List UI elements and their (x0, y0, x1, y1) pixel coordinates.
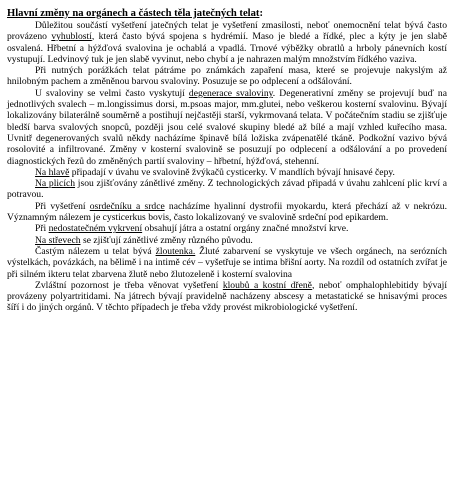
paragraph (7, 235, 447, 246)
paragraph-text: Při nutných porážkách telat pátráme po známkách zapaření masa, které se projevuje nakyslým až hnilobným pachem a změněnou barvou svaloviny. Posuzuje se po odplecení a odšálování. (7, 65, 447, 88)
paragraph (7, 167, 447, 178)
paragraph-text: nacházíme hyalinní dystrofii myokardu, která přechází až v nekrózu. Významným nálezem je cysticerkus bovis, často lokalizovaný ve svalovině srdeční pod epikardem. (7, 200, 447, 224)
paragraph-list (7, 20, 447, 314)
document-title: Hlavní změny na orgánech a částech těla jatečných telat (7, 8, 260, 19)
paragraph (7, 223, 447, 234)
paragraph (7, 65, 447, 88)
paragraph (7, 246, 447, 280)
paragraph (7, 178, 447, 201)
paragraph-text: , neboť omphalophlebitidy bývají provázeny polyartritidami. Na játrech bývají pravidelně nacházeny abscesy a metastatické se hnisavými proces šíří i do jiných orgánů. V těchto případech je třeba vždy provést mikrobiologické vyšetření. (7, 279, 447, 314)
document-title-suffix: : (259, 8, 263, 19)
paragraph-text: Žluté zabarvení se vyskytuje ve všech orgánech, na serózních výstelkách, povázkách, na bělimě i na intimě cév – vyšetřuje se intima břišní aorty. Na rozdíl od ostatních zvířat je při silném ikteru telat zbarvena žlutě nebo žlutozeleně i kosterní svalovina (7, 245, 447, 280)
paragraph-text: Zvláštní pozornost je třeba věnovat vyšetření (35, 279, 223, 291)
paragraph (7, 88, 447, 167)
paragraph (7, 280, 447, 314)
paragraph-text: Při (35, 223, 49, 235)
paragraph-text: . Degenerativní změny se projevují buď na jednotlivých svalech – m.longissimus dorsi, m.psoas major, mm.glutei, nebo veškerou kosterní svalovinu. Bývají lokalizovány bilaterálně souměrně a postihují nejčastěji starší, vykrmovaná telata. V počátečním stadiu se zjišťuje bledší barva svalových snopců, později jsou celé svalové skupiny bledé až bílé a mají vzhled kuřecího masa. Uvnitř degenerovaných svalů někdy nacházíme špinavě bílá ložiska zvápenatělé tkáně. Podkožní vazivo bývá rosolovité a infiltrované. Změny v kosterní svalovině se posuzují po odplecení a odšálování a po provedení diagnostických řezů do změněných partií svaloviny – hřbetní, hýžďová, stehenní. (7, 87, 447, 167)
underlined-term: osrdečníku a srdce (89, 200, 165, 212)
paragraph-text: jsou zjišťovány zánětlivé změny. Z technologických závad připadá v úvahu zahlcení plic krví a potravou. (7, 178, 447, 201)
paragraph-text: Při vyšetření (35, 200, 90, 212)
underlined-term: nedostatečném vykrvení (48, 223, 143, 235)
underlined-term: žloutenka. (155, 245, 196, 257)
paragraph-text: , která často bývá spojena s hydrémií. Maso je bledé a řídké, plec a kýty je jen slabě osvalená. Hřbetní a hýžďová svalovina je ochablá a vpadlá. Trnové výběžky obratlů a hrboly pánevních kostí vystupují. Ledvinový tuk je jen slabě vyvinut, nebo chybí a je nahrazen malým množstvím řídkého vaziva. (7, 31, 447, 65)
underlined-term: Na střevech (35, 234, 81, 246)
paragraph-text: Důležitou součástí vyšetření jatečných telat je vyšetření zmasilosti, neboť onemocnění telat bývá často provázeno (7, 20, 447, 43)
underlined-term: Na plicích (35, 178, 76, 190)
underlined-term: degenerace svaloviny (188, 87, 273, 99)
underlined-term: vyhublostí (51, 31, 92, 43)
paragraph-text: U svaloviny se velmi často vyskytují (35, 87, 189, 99)
underlined-term: kloubů a kostní dřeně (222, 279, 312, 291)
document-heading (7, 8, 447, 20)
paragraph-text: připadají v úvahu ve svalovině žvýkačů cysticerky. V mandlích bývají hnisavé čepy. (69, 166, 395, 178)
underlined-term: Na hlavě (35, 166, 70, 178)
paragraph-text: Častým nálezem u telat bývá (35, 245, 156, 257)
document-body (7, 8, 447, 314)
paragraph (7, 20, 447, 65)
paragraph (7, 201, 447, 224)
paragraph-text: se zjišťují zánětlivé změny různého původu. (80, 234, 253, 246)
paragraph-text: obsahují játra a ostatní orgány značné množství krve. (142, 223, 349, 235)
